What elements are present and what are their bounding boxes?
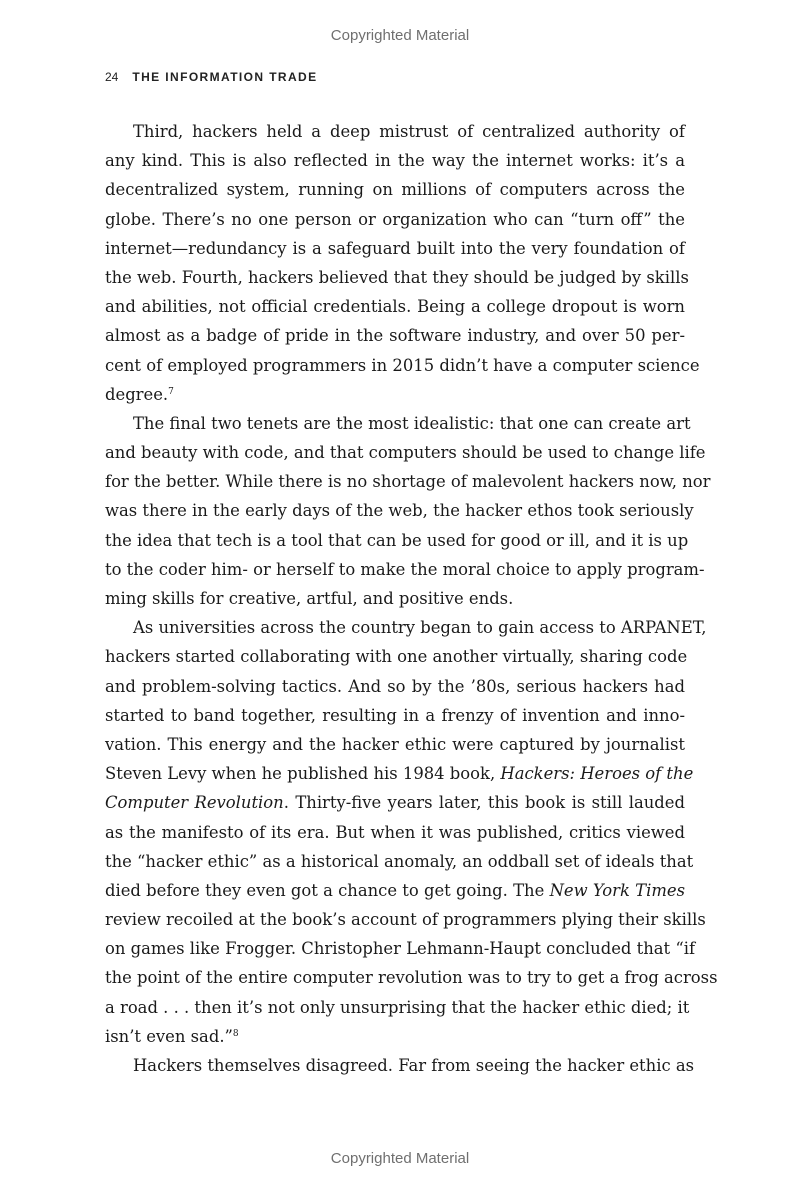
publication-title-italic: New York Times	[549, 880, 685, 900]
text-line: ming skills for creative, artful, and positive ends.	[105, 589, 514, 608]
text-line: a road . . . then it’s not only unsurprising that the hacker ethic died; it	[105, 997, 690, 1017]
text-line: vation. This energy and the hacker ethic were captured by journalist	[105, 734, 685, 754]
text-line: as the manifesto of its era. But when it was published, critics viewed	[105, 822, 685, 842]
paragraph-1	[105, 117, 700, 409]
text-line: almost as a badge of pride in the software industry, and over 50 per-	[105, 326, 685, 346]
book-title-italic: Hackers: Heroes of the	[500, 764, 694, 784]
text-line: Third, hackers held a deep mistrust of centralized authority of	[133, 122, 685, 141]
text-line: globe. There’s no one person or organization who can “turn off” the	[105, 209, 685, 229]
text-line: hackers started collaborating with one another virtually, sharing code	[105, 647, 688, 667]
text-line: review recoiled at the book’s account of programmers plying their skills	[105, 910, 706, 930]
copyright-watermark-bottom: Copyrighted Material	[330, 1150, 470, 1167]
paragraph-4	[105, 1051, 695, 1080]
text-line: started to band together, resulting in a frenzy of invention and inno-	[105, 705, 685, 725]
text-line: As universities across the country began to gain access to ARPANET,	[133, 618, 707, 638]
text-line: was there in the early days of the web, the hacker ethos took seriously	[105, 501, 694, 521]
body-text	[105, 117, 718, 1080]
running-head	[105, 70, 318, 84]
footnote-ref-7: 7	[168, 386, 174, 397]
book-title-italic: Computer Revolution	[105, 793, 284, 813]
text-line: the web. Fourth, hackers believed that they should be judged by skills	[105, 267, 689, 287]
paragraph-3	[105, 613, 718, 1051]
text-line: the idea that tech is a tool that can be used for good or ill, and it is up	[105, 530, 689, 550]
text-line	[105, 380, 685, 409]
paragraph-2	[105, 409, 711, 613]
book-title: THE INFORMATION TRADE	[132, 70, 318, 84]
text-line: to the coder him- or herself to make the moral choice to apply program-	[105, 559, 705, 579]
text-line: Hackers themselves disagreed. Far from seeing the hacker ethic as	[133, 1056, 695, 1075]
text-fragment: died before they even got a chance to get going. The	[105, 880, 550, 900]
page-number: 24	[105, 70, 119, 84]
text-fragment: Steven Levy when he published his 1984 book,	[105, 764, 501, 784]
text-fragment: isn’t even sad.”	[105, 1026, 233, 1046]
text-line: and abilities, not official credentials. Being a college dropout is worn	[105, 297, 685, 317]
text-line	[105, 876, 685, 905]
text-line	[105, 788, 685, 817]
text-line: internet—redundancy is a safeguard built into the very foundation of	[105, 238, 685, 258]
text-line: cent of employed programmers in 2015 didn’t have a computer science	[105, 355, 700, 375]
text-line	[105, 759, 694, 788]
text-line: decentralized system, running on millions of computers across the	[105, 180, 685, 200]
text-line: on games like Frogger. Christopher Lehmann-Haupt concluded that “if	[105, 939, 696, 959]
copyright-watermark-top: Copyrighted Material	[330, 27, 470, 44]
text-line: and beauty with code, and that computers should be used to change life	[105, 443, 706, 463]
text-line: The final two tenets are the most idealistic: that one can create art	[133, 413, 691, 433]
text-line	[105, 1022, 685, 1051]
text-line: any kind. This is also reflected in the way the internet works: it’s a	[105, 151, 685, 171]
text-fragment: . Thirty-five years later, this book is still lauded	[283, 793, 685, 813]
text-line: the “hacker ethic” as a historical anomaly, an oddball set of ideals that	[105, 851, 694, 871]
text-line: for the better. While there is no shortage of malevolent hackers now, nor	[105, 472, 711, 492]
text-line: and problem-solving tactics. And so by the ’80s, serious hackers had	[105, 676, 685, 696]
footnote-ref-8: 8	[232, 1028, 239, 1039]
text-fragment: degree.	[105, 384, 169, 404]
text-line: the point of the entire computer revolution was to try to get a frog across	[105, 968, 718, 988]
